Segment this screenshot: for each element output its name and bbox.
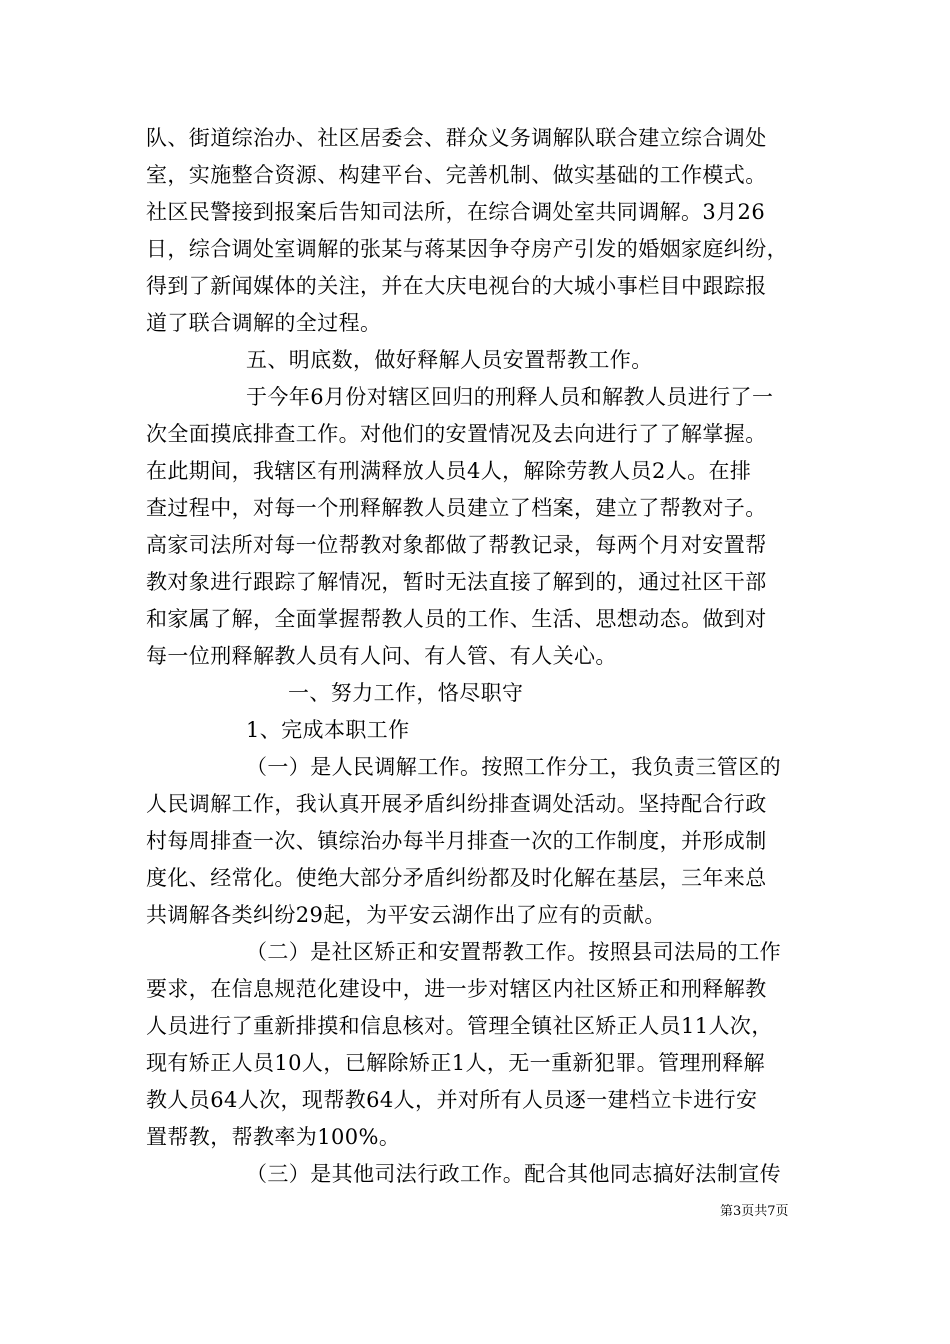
subsection-heading: 1、完成本职工作: [246, 718, 410, 742]
text-line: 在此期间，我辖区有刑满释放人员4人，解除劳教人员2人。在排: [146, 459, 752, 483]
text-line: 每一位刑释解教人员有人问、有人管、有人关心。: [146, 644, 617, 668]
text-line: 置帮教，帮教率为100%。: [146, 1125, 401, 1149]
text-line: 查过程中，对每一个刑释解教人员建立了档案，建立了帮教对子。: [146, 496, 767, 520]
text-line: 村每周排查一次、镇综治办每半月排查一次的工作制度，并形成制: [146, 829, 767, 853]
section-heading: 一、努力工作，恪尽职守: [288, 681, 524, 705]
text-line: 室，实施整合资源、构建平台、完善机制、做实基础的工作模式。: [146, 163, 767, 187]
text-line: 次全面摸底排查工作。对他们的安置情况及去向进行了了解掌握。: [146, 422, 767, 446]
text-line: （二）是社区矫正和安置帮教工作。按照县司法局的工作: [246, 940, 781, 964]
section-heading: 五、明底数，做好释解人员安置帮教工作。: [246, 348, 653, 372]
text-line: 和家属了解，全面掌握帮教人员的工作、生活、思想动态。做到对: [146, 607, 767, 631]
text-line: 于今年6月份对辖区回归的刑释人员和解教人员进行了一: [246, 385, 774, 409]
text-line: 度化、经常化。使绝大部分矛盾纠纷都及时化解在基层，三年来总: [146, 866, 767, 890]
text-line: （三）是其他司法行政工作。配合其他同志搞好法制宣传: [246, 1162, 781, 1186]
text-line: 道了联合调解的全过程。: [146, 311, 382, 335]
text-line: 社区民警接到报案后告知司法所，在综合调处室共同调解。3月26: [146, 200, 766, 224]
text-line: 人民调解工作，我认真开展矛盾纠纷排查调处活动。坚持配合行政: [146, 792, 767, 816]
text-line: 现有矫正人员10人，已解除矫正1人，无一重新犯罪。管理刑释解: [146, 1051, 766, 1075]
page-number-footer: 第3页共7页: [720, 1204, 789, 1219]
text-line: 共调解各类纠纷29起，为平安云湖作出了应有的贡献。: [146, 903, 666, 927]
text-line: 人员进行了重新排摸和信息核对。管理全镇社区矫正人员11人次，: [146, 1014, 773, 1038]
text-line: 高家司法所对每一位帮教对象都做了帮教记录，每两个月对安置帮: [146, 533, 767, 557]
text-line: 要求，在信息规范化建设中，进一步对辖区内社区矫正和刑释解教: [146, 977, 767, 1001]
text-line: 教人员64人次，现帮教64人，并对所有人员逐一建档立卡进行安: [146, 1088, 758, 1112]
text-line: 队、街道综治办、社区居委会、群众义务调解队联合建立综合调处: [146, 126, 767, 150]
text-line: 日，综合调处室调解的张某与蒋某因争夺房产引发的婚姻家庭纠纷，: [146, 237, 788, 261]
text-line: 得到了新闻媒体的关注，并在大庆电视台的大城小事栏目中跟踪报: [146, 274, 767, 298]
text-line: （一）是人民调解工作。按照工作分工，我负责三管区的: [246, 755, 781, 779]
text-line: 教对象进行跟踪了解情况，暂时无法直接了解到的，通过社区干部: [146, 570, 767, 594]
